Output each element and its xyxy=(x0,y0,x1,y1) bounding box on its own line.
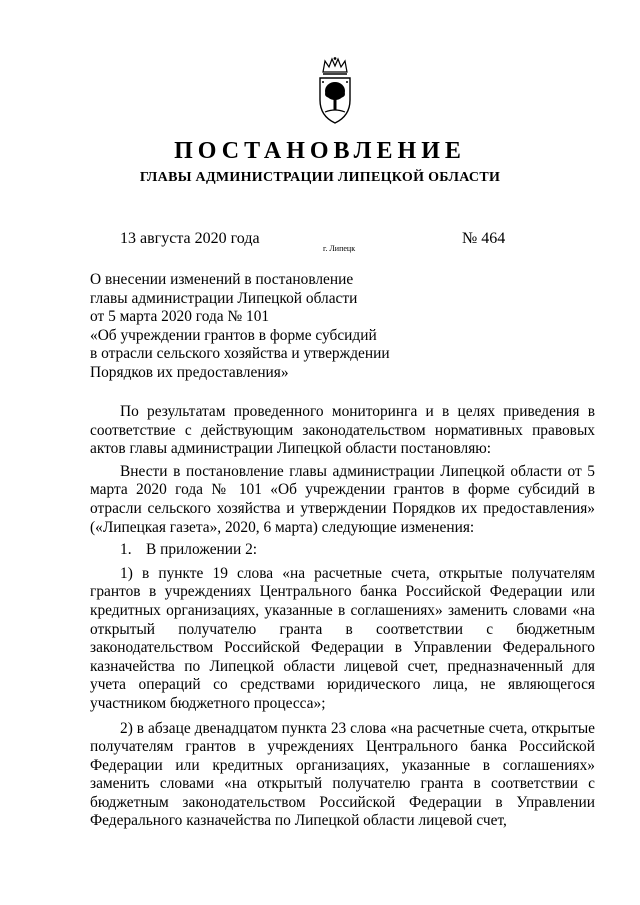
heading-line: в отрасли сельского хозяйства и утверждении xyxy=(90,345,390,363)
document-heading xyxy=(90,271,420,383)
document-number: № 464 xyxy=(462,230,506,247)
heading-line: от 5 марта 2020 года № 101 xyxy=(90,308,270,326)
document-body xyxy=(90,403,595,837)
heading-line: О внесении изменений в постановление xyxy=(90,271,354,288)
list-item-number: 1. xyxy=(120,541,132,559)
subitem-2-paragraph: 2) в абзаце двенадцатом пункта 23 слова «на расчетные счета, открытые получателям грантов в учреждениях Центрального банка Российской Федерации или кредитных организациях, указанные в соглашениях» заменить словами «на открытый получателю гранта в соответствии с бюджетным законодательством Российской Федерации в Управлении Федерального казначейства по Липецкой области лицевой счет, xyxy=(90,719,595,830)
coat-of-arms-icon xyxy=(314,56,356,126)
document-date: 13 августа 2020 года xyxy=(120,230,260,247)
document-subtitle: ГЛАВЫ АДМИНИСТРАЦИИ ЛИПЕЦКОЙ ОБЛАСТИ xyxy=(139,170,501,185)
document-place: г. Липецк xyxy=(323,244,356,253)
subitem-1-paragraph: 1) в пункте 19 слова «на расчетные счета, открытые получателям грантов в учреждениях Центрального банка Российской Федерации или кредитных организациях, указанные в соглашениях» заменить словами «на открытый получателю гранта в соответствии с бюджетным законодательством Российской Федерации в Управлении Федерального казначейства по Липецкой области лицевой счет, предназначенный для учета операций со средствами юридического лица, не являющегося участником бюджетного процесса»; xyxy=(90,564,595,712)
list-item-1 xyxy=(90,541,595,560)
heading-line: Порядков их предоставления» xyxy=(90,363,289,381)
heading-line: «Об учреждении грантов в форме субсидий xyxy=(90,326,377,344)
intro-paragraph: Внести в постановление главы администрации Липецкой области от 5 марта 2020 года № 101 «Об учреждении грантов в форме субсидий в отрасли сельского хозяйства и утверждении Порядков их предоставления» («Липецкая газета», 2020, 6 марта) следующие изменения: xyxy=(90,462,595,536)
document-title: ПОСТАНОВЛЕНИЕ xyxy=(174,138,466,164)
preamble-paragraph: По результатам проведенного мониторинга и в целях приведения в соответствие с действующим законодательством нормативных правовых актов главы администрации Липецкой области постановляю: xyxy=(90,403,595,458)
list-item-text: В приложении 2: xyxy=(146,541,258,559)
heading-line: главы администрации Липецкой области xyxy=(90,289,358,307)
